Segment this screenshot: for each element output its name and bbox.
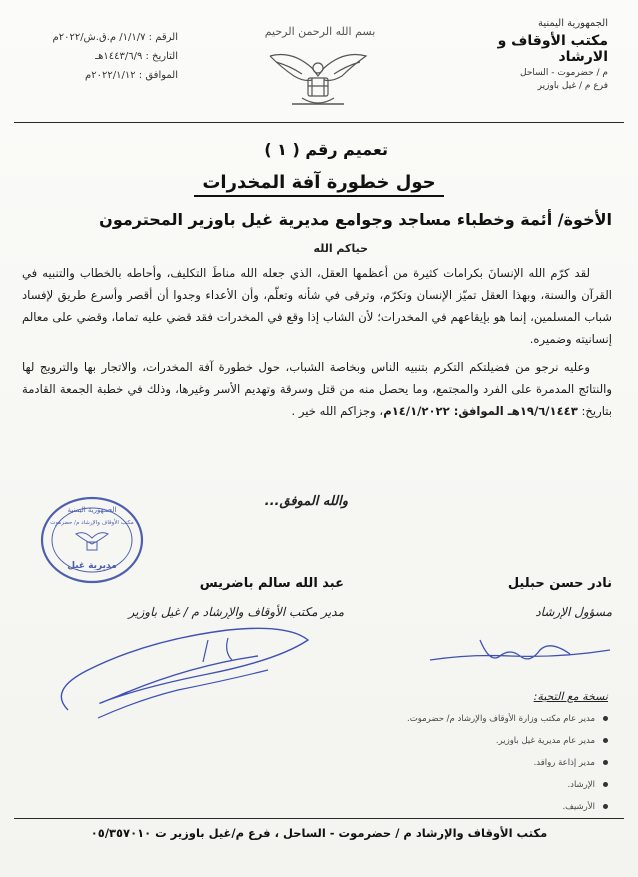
office-name: مكتب الأوقاف و الارشاد bbox=[497, 33, 608, 65]
footer-contact: مكتب الأوقاف والإرشاد م / حضرموت - الساحل ، فرع م/غيل باوزير ت ٠٥/٣٥٧٠١٠ bbox=[90, 826, 548, 840]
governorate-label: م / حضرموت - الساحل bbox=[520, 68, 608, 78]
copy-recipient: مدير عام مديرية غيل باوزير. bbox=[288, 730, 608, 752]
hijri-date: التاريخ : ١٤٤٣/٦/٩هـ bbox=[95, 51, 178, 62]
yemen-eagle-emblem-icon bbox=[262, 46, 374, 112]
director-handwritten-signature bbox=[28, 600, 328, 730]
bullet-icon bbox=[603, 782, 608, 787]
stamp-line-2: مكتب الأوقاف والإرشاد م/ حضرموت bbox=[50, 520, 134, 526]
circular-number: تعميم رقم ( ١ ) bbox=[264, 140, 388, 159]
friday-date: ١٩/٦/١٤٤٣هـ الموافق: ١٤/١/٢٠٢٢م bbox=[383, 404, 578, 418]
bismillah: بسم الله الرحمن الرحيم bbox=[264, 25, 376, 38]
reference-block bbox=[18, 28, 178, 85]
bullet-icon bbox=[603, 738, 608, 743]
bullet-icon bbox=[603, 760, 608, 765]
stamp-eagle-icon bbox=[76, 533, 108, 550]
letter-body bbox=[22, 262, 612, 422]
republic-label: الجمهورية اليمنية bbox=[537, 18, 608, 29]
guidance-handwritten-signature bbox=[420, 620, 620, 680]
guidance-signature-block bbox=[432, 576, 612, 619]
paragraph-2 bbox=[22, 356, 612, 422]
letterhead-right bbox=[448, 18, 608, 91]
gregorian-date: الموافق : ٢٠٢٢/١/١٢م bbox=[85, 70, 178, 81]
copies-to-list bbox=[288, 690, 608, 818]
reference-number: الرقم : ١/١/٧/ م.ق.ش/٢٠٢٢م bbox=[52, 32, 178, 43]
copy-recipient: مدير إذاعة روافد. bbox=[288, 752, 608, 774]
greeting: حياكم الله bbox=[313, 242, 368, 255]
stamp-line-1: الجمهورية اليمنية bbox=[67, 506, 117, 514]
copy-recipient: الأرشيف. bbox=[288, 796, 608, 818]
official-stamp bbox=[38, 494, 146, 586]
bullet-icon bbox=[603, 716, 608, 721]
paragraph-1: لقد كرّم الله الإنسانَ بكرامات كثيرة من أعظمها العقل، الذي جعله الله مناطَ التكليف، وأحاطه بالخطاب والتنبيه في القرآن والسنة، وبهذا العقل تميّز الإنسان وتكرّم، وترقى في شأنه وتعلّم، وأن الأعداء وجدوا أن أقصر وأسرع طريق لإفساد شباب المسلمين، إنما هو بإيقاعهم في المخدرات؛ لأن الشاب إذا وقع في المخدرات فقد قضي عليه تماما، وقضي على معالم إنسانيته وضميره. bbox=[22, 266, 612, 346]
guidance-officer-title: مسؤول الإرشاد bbox=[535, 605, 612, 619]
guidance-officer-name: نادر حسن حبليل bbox=[507, 576, 612, 591]
paragraph-2-end: ، وجزاكم الله خير . bbox=[291, 404, 384, 418]
addressee-line: الأخوة/ أئمة وخطباء مساجد وجوامع مديرية غيل باوزير المحترمون bbox=[99, 210, 612, 229]
branch-label: فرع م / غيل باوزير bbox=[537, 81, 608, 91]
director-name: عبد الله سالم باضريس bbox=[199, 576, 344, 591]
stamp-line-3: مديرية غيل bbox=[67, 561, 117, 571]
footer-divider bbox=[14, 818, 624, 819]
copy-recipient: مدير عام مكتب وزارة الأوقاف والإرشاد م/ حضرموت. bbox=[288, 708, 608, 730]
director-title: مدير مكتب الأوقاف والإرشاد م / غيل باوزير bbox=[128, 605, 344, 619]
bullet-icon bbox=[603, 804, 608, 809]
circular-subject bbox=[0, 172, 638, 193]
header-divider bbox=[14, 122, 624, 123]
copies-title: نسخة مع التحية: bbox=[533, 690, 608, 703]
copy-recipient: الإرشاد. bbox=[288, 774, 608, 796]
subject-text: حول خطورة آفة المخدرات bbox=[194, 172, 443, 197]
paragraph-2-text: وعليه نرجو من فضيلتكم التكرم بتنبيه الناس وبخاصة الشباب، حول خطورة آفة المخدرات، والاتجار بها والترويج لها والنتائج المدمرة على الفرد والمجتمع، وما يحصل منه من قتل وسرقة وتهديم الأسر وغيرها، وذلك في خطبة الجمعة القادمة بتاريخ: bbox=[22, 360, 612, 418]
closing-phrase: والله الموفق... bbox=[264, 494, 348, 509]
